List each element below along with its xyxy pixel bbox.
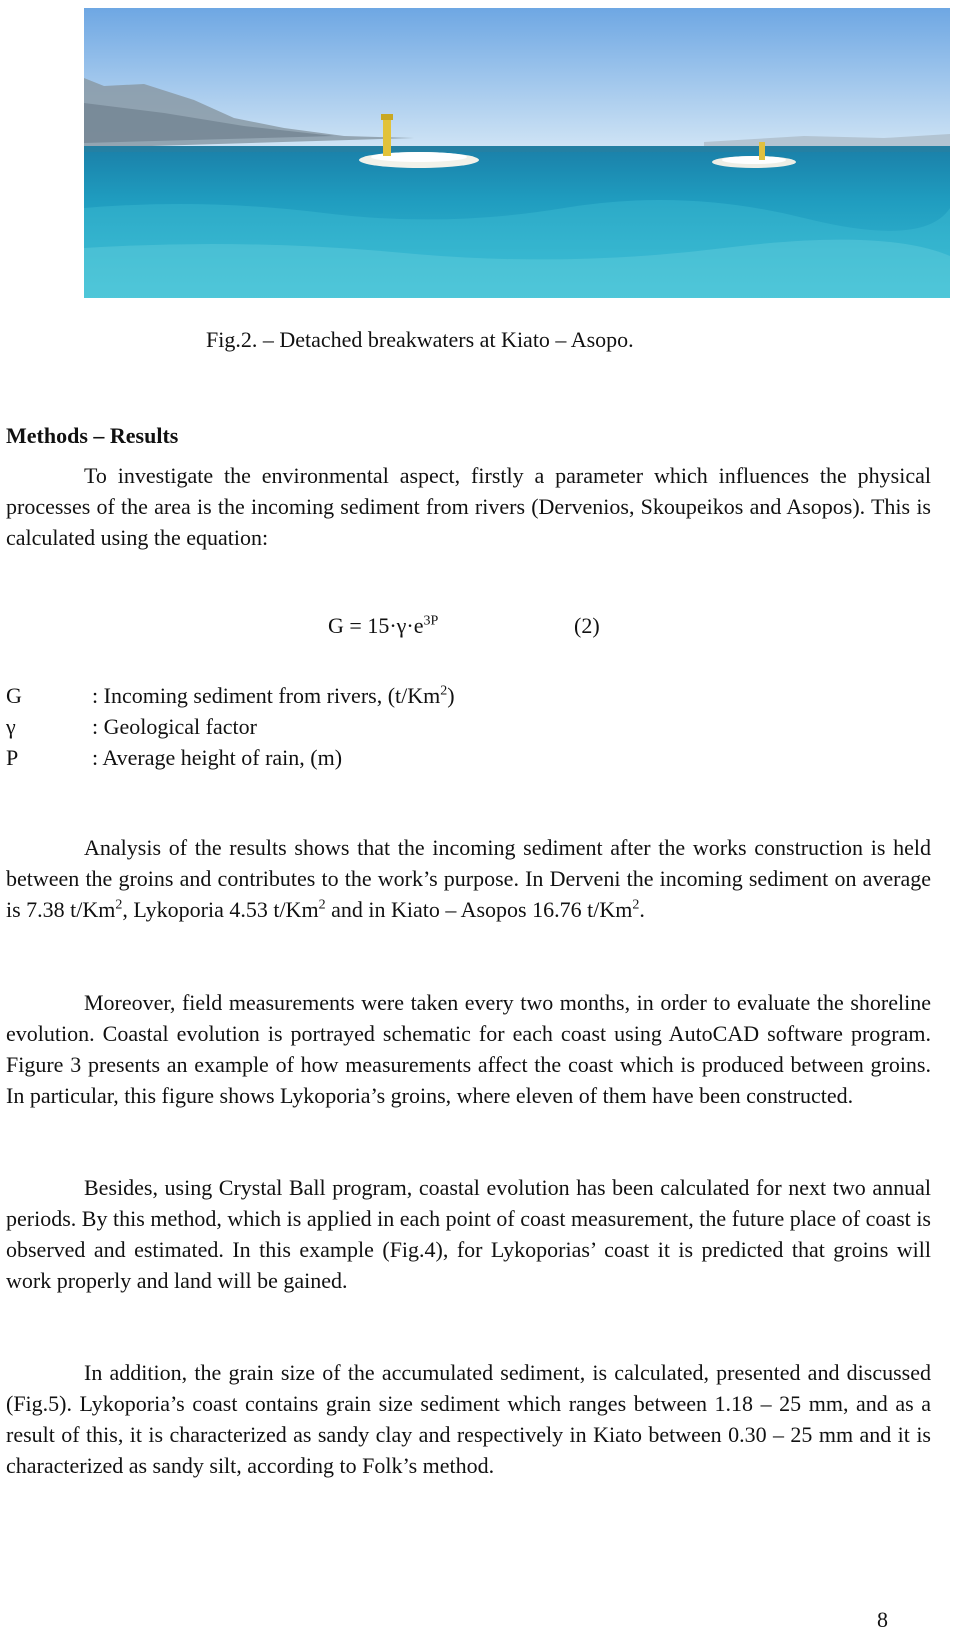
figure-caption: Fig.2. – Detached breakwaters at Kiato – Asopo. (206, 327, 634, 352)
equation-2 (328, 612, 600, 640)
definition-text: : Incoming sediment from rivers, (t/Km$^2$) (92, 683, 455, 708)
equation-exponent: 3P (423, 613, 439, 629)
paragraph-intro: To investigate the environmental aspect, firstly a parameter which influences the physical processes of the area is the incoming sediment from rivers (Dervenios, Skoupeikos and Asopos). This is calculated using the equation: (6, 463, 931, 550)
definition-symbol: γ (6, 714, 16, 739)
definition-text: : Geological factor (92, 714, 257, 739)
definition-symbol: P (6, 745, 19, 770)
equation-equals: = (349, 613, 362, 638)
definition-row (6, 680, 455, 711)
definition-row (6, 742, 455, 773)
equation-number: (2) (574, 613, 600, 638)
paragraph-analysis: Analysis of the results shows that the incoming sediment after the works construction is held between the groins and contributes to the work’s purpose. In Derveni the incoming sediment on average is 7.38 t/Km$^2$, Lykoporia 4.53 t/Km$^2$ and in Kiato – Asopos 16.76 t/Km$^2$. (6, 835, 931, 922)
definition-symbol: G (6, 683, 22, 708)
paragraph-crystal-ball: Besides, using Crystal Ball program, coastal evolution has been calculated for next two annual periods. By this method, which is applied in each point of coast measurement, the future place of coast is observed and estimated. In this example (Fig.4), for Lykoporias’ coast it is predicted that groins will work properly and land will be gained. (6, 1175, 931, 1293)
definition-row (6, 711, 455, 742)
equation-base: e (413, 613, 424, 638)
page-number: 8 (877, 1607, 888, 1632)
section-heading: Methods – Results (6, 423, 179, 448)
seascape-image (84, 8, 950, 298)
equation-dot-2: · (406, 613, 414, 638)
paragraph-field-measurements: Moreover, field measurements were taken every two months, in order to evaluate the shoreline evolution. Coastal evolution is portrayed schematic for each coast using AutoCAD software program. Figure 3 presents an example of how measurements affect the coast which is produced between groins. In particular, this figure shows Lykoporia’s groins, where eleven of them have been constructed. (6, 990, 931, 1108)
definition-text: : Average height of rain, (m) (92, 745, 343, 770)
equation-lhs: G (328, 613, 344, 638)
equation-gamma: γ (396, 613, 407, 638)
symbol-definitions (6, 680, 455, 773)
equation-coefficient: 15 (367, 613, 390, 638)
paragraph-grain-size: In addition, the grain size of the accumulated sediment, is calculated, presented and discussed (Fig.5). Lykoporia’s coast contains grain size sediment which ranges between 1.18 – 25 mm, and as a result of this, it is characterized as sandy clay and respectively in Kiato between 0.30 – 25 mm and it is characterized as sandy silt, according to Folk’s method. (6, 1360, 931, 1478)
breakwaters-photo (84, 8, 950, 298)
equation-dot-1: · (389, 613, 397, 638)
